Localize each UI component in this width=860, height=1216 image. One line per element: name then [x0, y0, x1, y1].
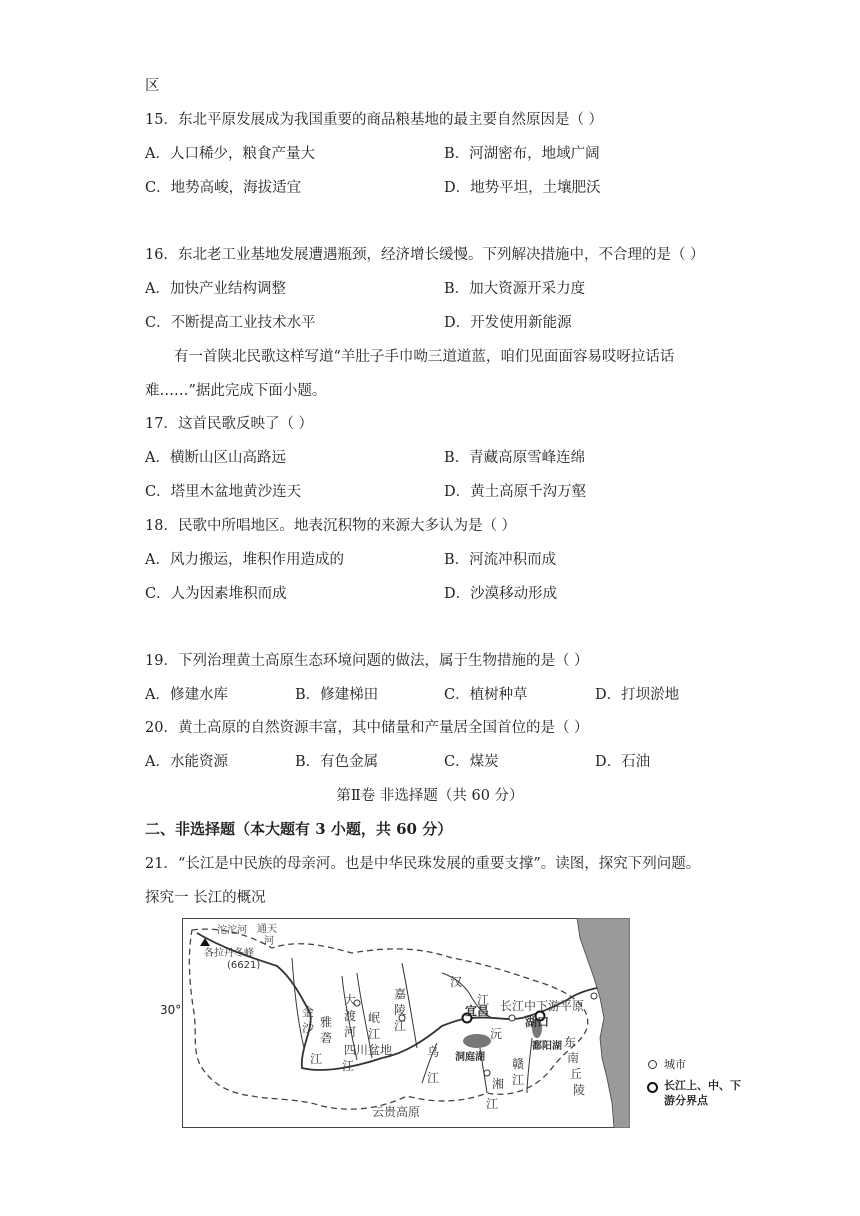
- passage-line-2: 难……”据此完成下面小题。: [145, 383, 327, 399]
- label-tuotuo: 沱沱河: [217, 925, 247, 936]
- legend-boundary-icon: [647, 1082, 658, 1093]
- label-jialing-2: 陵: [394, 1003, 407, 1017]
- label-peak: 各拉丹冬峰: [204, 948, 254, 959]
- label-hukou: 湖口: [525, 1015, 550, 1029]
- label-xiang-2: 江: [486, 1097, 499, 1111]
- question-stem: 16．东北老工业基地发展遭遇瓶颈，经济增长缓慢。下列解决措施中，不合理的是（ ）: [145, 247, 705, 263]
- label-jinsha-1: 金: [302, 1005, 315, 1019]
- label-min-2: 江: [368, 1027, 381, 1041]
- legend-city-icon: [648, 1060, 657, 1069]
- explore-heading: 探究一 长江的概况: [145, 890, 266, 906]
- option-d: D．打坝淤地: [595, 687, 680, 703]
- label-dadu-3: 河: [344, 1025, 357, 1039]
- label-sichuan-basin: 四川盆地: [344, 1043, 393, 1057]
- option-d: D．地势平坦，土壤肥沃: [444, 180, 601, 196]
- question-stem: 21．“长江是中民族的母亲河。也是中华民珠发展的重要支撑”。读图，探究下列问题。: [145, 856, 701, 872]
- option-a: A．人口稀少，粮食产量大: [145, 146, 315, 162]
- label-yalong-2: 砻: [320, 1031, 333, 1045]
- legend-city-label: 城市: [664, 1058, 686, 1071]
- passage-line-1: 有一首陕北民歌这样写道“羊肚子手巾呦三道道蓝，咱们见面面容易哎呀拉话话: [174, 349, 675, 365]
- option-b: B．青藏高原雪峰连绵: [444, 450, 586, 466]
- option-b: B．河流冲积而成: [444, 552, 557, 568]
- part-2-header: 第Ⅱ卷 非选择题（共 60 分）: [336, 788, 524, 804]
- label-jinsha-2: 沙: [302, 1021, 315, 1035]
- label-han-jiang: 江: [477, 993, 490, 1007]
- label-jinsha-3: 江: [310, 1052, 323, 1066]
- option-d: D．沙漠移动形成: [444, 586, 558, 602]
- option-d: D．开发使用新能源: [444, 315, 572, 331]
- yangtze-river-map: [182, 918, 630, 1128]
- label-tongtian-2: 河: [264, 936, 274, 947]
- question-stem: 17．这首民歌反映了（ ）: [145, 416, 314, 432]
- section-2-title: 二、非选择题（本大题有 3 小题，共 60 分）: [145, 820, 453, 838]
- label-han: 汉: [450, 975, 463, 989]
- option-d: D．石油: [595, 754, 651, 770]
- label-southeast-1: 东: [564, 1035, 577, 1049]
- label-jialing-3: 江: [394, 1019, 407, 1033]
- option-a: A．风力搬运，堆积作用造成的: [145, 552, 344, 568]
- label-gan-1: 赣: [512, 1057, 525, 1071]
- label-southeast-3: 丘: [570, 1067, 583, 1081]
- label-min-1: 岷: [368, 1011, 381, 1025]
- label-wu-2: 江: [427, 1071, 440, 1085]
- label-dadu-1: 大: [344, 993, 357, 1007]
- label-wu-1: 乌: [427, 1045, 440, 1059]
- option-b: B．有色金属: [295, 754, 379, 770]
- label-yuan: 沅: [490, 1027, 503, 1041]
- latitude-label: 30°: [160, 1003, 182, 1017]
- option-d: D．黄土高原千沟万壑: [444, 484, 587, 500]
- label-plain: 长江中下游平原: [500, 999, 585, 1013]
- option-a: A．水能资源: [145, 754, 228, 770]
- city-dot: [591, 993, 597, 999]
- label-yichang: 宜昌: [465, 1004, 490, 1018]
- label-tongtian: 通天: [257, 924, 277, 935]
- label-dadu-2: 渡: [344, 1009, 357, 1023]
- option-a: A．横断山区山高路远: [145, 450, 286, 466]
- question-stem: 15．东北平原发展成为我国重要的商品粮基地的最主要自然原因是（ ）: [145, 112, 604, 128]
- option-c: C．塔里木盆地黄沙连天: [145, 484, 302, 500]
- label-poyang: 鄱阳湖: [532, 1041, 562, 1052]
- legend-boundary-label-2: 游分界点: [664, 1094, 708, 1107]
- legend-boundary-label-1: 长江上、中、下: [664, 1079, 741, 1092]
- label-gan-2: 江: [512, 1073, 525, 1087]
- city-dot: [509, 1015, 515, 1021]
- question-stem: 20．黄土高原的自然资源丰富，其中储量和产量居全国首位的是（ ）: [145, 720, 589, 736]
- option-b: B．河湖密布，地域广阔: [444, 146, 600, 162]
- question-stem: 18．民歌中所唱地区。地表沉积物的来源大多认为是（ ）: [145, 518, 517, 534]
- label-southeast-4: 陵: [573, 1083, 586, 1097]
- label-yungui: 云贵高原: [372, 1105, 421, 1119]
- option-c: C．煤炭: [444, 754, 499, 770]
- label-southeast-2: 南: [567, 1051, 580, 1065]
- option-b: B．修建梯田: [295, 687, 379, 703]
- label-jiang-mid: 江: [342, 1059, 355, 1073]
- label-peak-height: (6621): [227, 960, 261, 971]
- option-c: C．人为因素堆积而成: [145, 586, 287, 602]
- label-xiang-1: 湘: [492, 1077, 505, 1091]
- dongting-lake: [463, 1034, 491, 1048]
- label-dongting: 洞庭湖: [455, 1052, 485, 1063]
- label-yalong-1: 雅: [320, 1015, 333, 1029]
- option-c: C．地势高峻，海拔适宜: [145, 180, 302, 196]
- option-a: A．修建水库: [145, 687, 228, 703]
- option-c: C．植树种草: [444, 687, 528, 703]
- label-jialing-1: 嘉: [394, 987, 407, 1001]
- question-stem: 19．下列治理黄土高原生态环境问题的做法，属于生物措施的是（ ）: [145, 653, 589, 669]
- city-dot: [484, 1070, 490, 1076]
- option-a: A．加快产业结构调整: [145, 281, 286, 297]
- option-c: C．不断提高工业技术水平: [145, 315, 316, 331]
- option-b: B．加大资源开采力度: [444, 281, 586, 297]
- prev-question-tail: 区: [145, 78, 160, 94]
